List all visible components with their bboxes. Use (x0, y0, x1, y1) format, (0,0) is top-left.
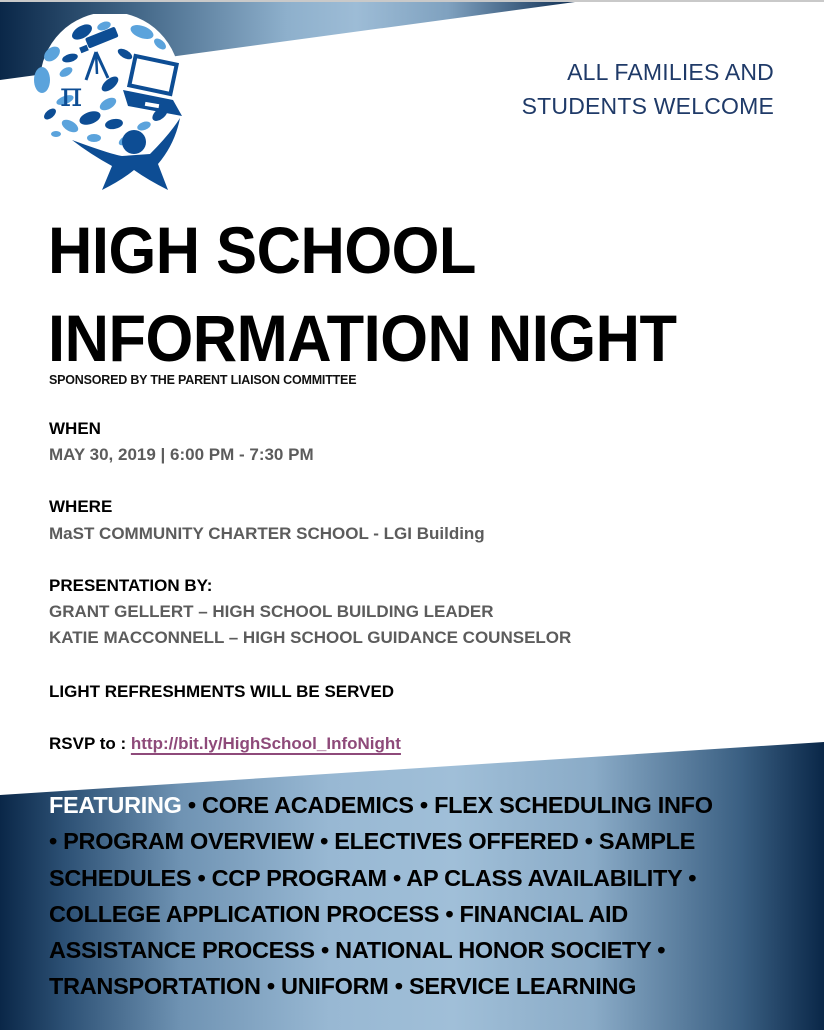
top-edge-strip (0, 0, 824, 2)
where-value: MaST COMMUNITY CHARTER SCHOOL - LGI Building (49, 524, 485, 543)
featuring-lead: FEATURING (49, 792, 182, 818)
featuring-line-2: • PROGRAM OVERVIEW • ELECTIVES OFFERED • SAMPLE (49, 828, 696, 855)
school-logo (30, 14, 192, 190)
rsvp-label: RSVP to : (49, 734, 131, 753)
when-label: WHEN (49, 419, 101, 438)
presenter-2: KATIE MACCONNELL – HIGH SCHOOL GUIDANCE COUNSELOR (49, 628, 572, 647)
featuring-list (49, 787, 789, 1005)
presentation-label: PRESENTATION BY: (49, 576, 213, 595)
refreshments-note: LIGHT REFRESHMENTS WILL BE SERVED (49, 682, 395, 701)
featuring-line-5: ASSISTANCE PROCESS • NATIONAL HONOR SOCIETY • (49, 937, 666, 964)
featuring-line-6: TRANSPORTATION • UNIFORM • SERVICE LEARNING (49, 973, 637, 1000)
featuring-line-4: COLLEGE APPLICATION PROCESS • FINANCIAL AID (49, 900, 628, 927)
when-value: MAY 30, 2019 | 6:00 PM - 7:30 PM (49, 445, 314, 464)
presenter-1: GRANT GELLERT – HIGH SCHOOL BUILDING LEADER (49, 602, 494, 621)
sponsor-line: SPONSORED BY THE PARENT LIAISON COMMITTEE (49, 373, 357, 387)
pi-symbol-icon: π (60, 75, 83, 115)
page-title-line-2: INFORMATION NIGHT (48, 301, 677, 375)
where-label: WHERE (49, 497, 113, 516)
rsvp-link[interactable]: http://bit.ly/HighSchool_InfoNight (130, 734, 401, 753)
page-title-line-1: HIGH SCHOOL (48, 213, 476, 287)
welcome-line-2: STUDENTS WELCOME (521, 93, 774, 119)
rsvp-line (49, 734, 401, 754)
featuring-line-3: SCHEDULES • CCP PROGRAM • AP CLASS AVAILABILITY • (49, 864, 697, 891)
featuring-line-1: FEATURING • CORE ACADEMICS • FLEX SCHEDULING INFO (49, 792, 713, 818)
welcome-message (522, 55, 774, 123)
welcome-line-1: ALL FAMILIES AND (567, 59, 774, 85)
